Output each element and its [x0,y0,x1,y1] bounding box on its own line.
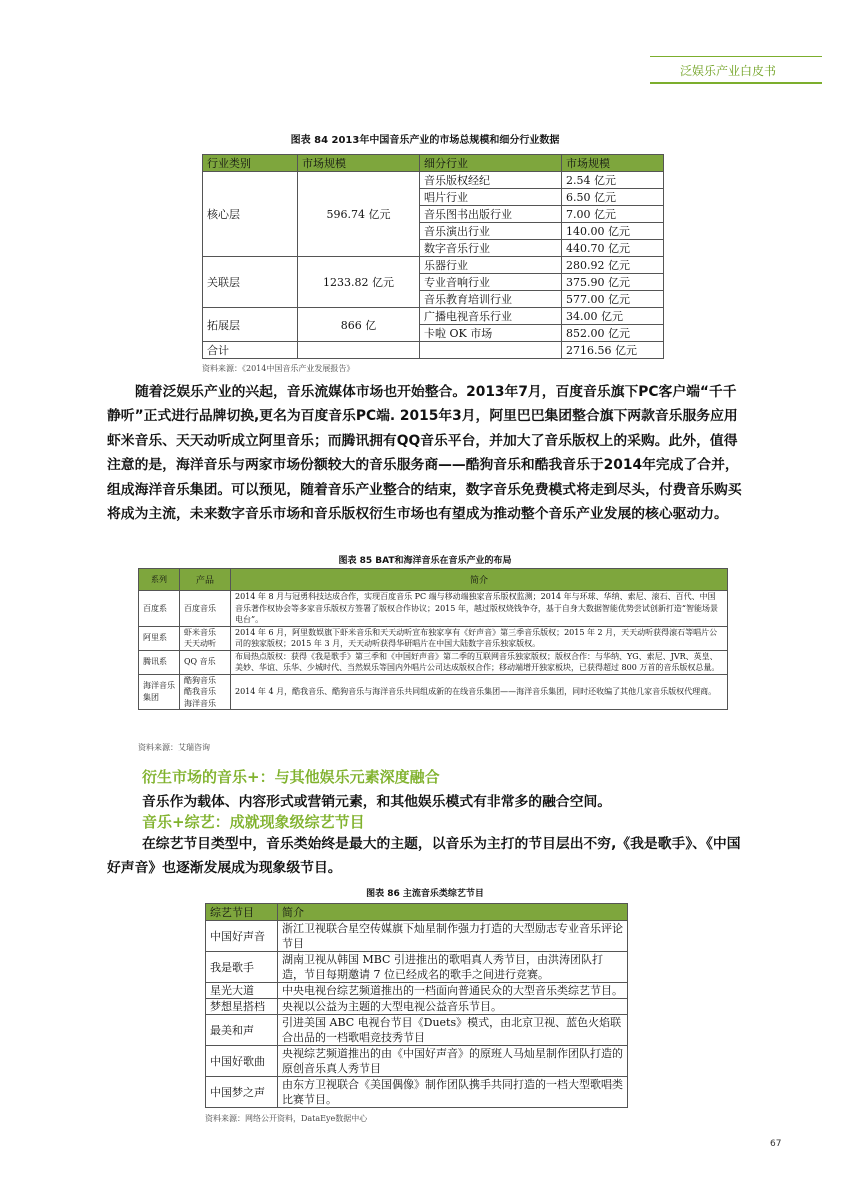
series-cell: 阿里系 [139,626,180,650]
header-title: 泛娱乐产业白皮书 [679,64,776,78]
program-intro-cell: 引进美国 ABC 电视台节目《Duets》模式，由北京卫视、蓝色火焰联合出品的一档歌唱竞技秀节目 [278,1015,628,1046]
table-header-cell: 行业类别 [203,155,298,172]
sub-industry-cell: 音乐图书出版行业 [420,206,562,223]
category-cell: 拓展层 [203,308,298,342]
sub-industry-cell: 卡啦 OK 市场 [420,325,562,342]
table-row [139,650,728,674]
product-cell: QQ 音乐 [180,650,231,674]
size-cell: 866 亿 [298,308,420,342]
sub-size-cell: 6.50 亿元 [562,189,664,206]
intro-cell: 2014 年 6 月，阿里数娱旗下虾米音乐和天天动听宣布独家享有《好声音》第三季音乐版权；2015 年 2 月，天天动听获得滚石等唱片公司的独家版权；2015 年 3 月，天天动听获得华研唱片在中国大陆数字音乐独家版权。 [231,626,728,650]
table-header-cell: 系列 [139,569,180,591]
total-label-cell: 合计 [203,342,298,359]
fig86-caption: 图表 86 主流音乐类综艺节目 [366,889,484,899]
table-row [203,308,664,325]
body-paragraph-1: 随着泛娱乐产业的兴起，音乐流媒体市场也开始整合。2013年7月，百度音乐旗下PC客户端“千千静听”正式进行品牌切换,更名为百度音乐PC端. 2015年3月，阿里巴巴集团整合旗下两款音乐服务应用虾米音乐、天天动听成立阿里音乐；而腾讯拥有QQ音乐平台，并加大了音乐版权上的采购。此外，值得注意的是，海洋音乐与两家市场份额较大的音乐服务商——酷狗音乐和酷我音乐于2014年完成了合并，组成海洋音乐集团。可以预见，随着音乐产业整合的结束，数字音乐免费模式将走到尽头，付费音乐购买将成为主流，未来数字音乐市场和音乐版权衍生市场也有望成为推动整个音乐产业发展的核心驱动力。 [107,384,742,523]
program-cell: 中国好声音 [206,921,278,952]
sub-industry-cell: 广播电视音乐行业 [420,308,562,325]
sub-industry-cell: 专业音响行业 [420,274,562,291]
sub-size-cell: 280.92 亿元 [562,257,664,274]
header-rule-top [650,56,822,57]
size-cell: 1233.82 亿元 [298,257,420,308]
category-cell: 关联层 [203,257,298,308]
program-cell: 中国好歌曲 [206,1046,278,1077]
total-value-cell: 2716.56 亿元 [562,342,664,359]
table-row [206,921,628,952]
table-row [139,674,728,710]
table-header-cell: 市场规模 [562,155,664,172]
table-header-row [206,904,628,921]
table-header-cell: 细分行业 [420,155,562,172]
intro-cell: 2014 年 4 月，酷我音乐、酷狗音乐与海洋音乐共同组成新的在线音乐集团——海洋音乐集团，同时还收编了其他几家音乐版权代理商。 [231,674,728,710]
series-cell: 海洋音乐集团 [139,674,180,710]
table-row [139,626,728,650]
sub-size-cell: 852.00 亿元 [562,325,664,342]
program-intro-cell: 中央电视台综艺频道推出的一档面向普通民众的大型音乐类综艺节目。 [278,983,628,999]
table-row [206,999,628,1015]
fig86-source: 资料来源：网络公开资料，DataEye数据中心 [205,1114,368,1123]
section-heading-2: 音乐+综艺：成就现象级综艺节目 [142,813,365,831]
series-cell: 百度系 [139,591,180,627]
program-cell: 最美和声 [206,1015,278,1046]
program-cell: 梦想星搭档 [206,999,278,1015]
program-intro-cell: 央视综艺频道推出的由《中国好声音》的原班人马灿星制作团队打造的原创音乐真人秀节目 [278,1046,628,1077]
table-row [206,983,628,999]
sub-industry-cell: 音乐教育培训行业 [420,291,562,308]
table-row [206,1015,628,1046]
fig84-table [202,154,664,359]
table-header-cell: 简介 [231,569,728,591]
product-cell: 虾米音乐 天天动听 [180,626,231,650]
sub-size-cell: 375.90 亿元 [562,274,664,291]
sub-size-cell: 140.00 亿元 [562,223,664,240]
header-rule-bottom [650,82,822,84]
intro-cell: 布局热点版权：获得《我是歌手》第三季和《中国好声音》第二季的互联网音乐独家版权；版权合作：与华纳、YG、索尼、JVR、英皇、美妙、华谊、乐华、少城时代、当然娱乐等国内外唱片公司达成版权合作；移动端增开独家板块，已获得超过 800 万首的音乐版权总量。 [231,650,728,674]
fig86-table [205,903,628,1108]
table-row [139,591,728,627]
program-cell: 中国梦之声 [206,1077,278,1108]
fig85-table [138,568,728,710]
sub-size-cell: 440.70 亿元 [562,240,664,257]
table-row [203,172,664,189]
size-cell: 596.74 亿元 [298,172,420,257]
table-header-row [139,569,728,591]
empty-cell [420,342,562,359]
table-row [203,257,664,274]
fig84-caption: 图表 84 2013年中国音乐产业的市场总规模和细分行业数据 [290,135,560,146]
intro-cell: 2014 年 8 月与冠勇科技达成合作，实现百度音乐 PC 端与移动端独家音乐版权监测；2014 年与环球、华纳、索尼、滚石、百代、中国音乐著作权协会等多家音乐版权方签署了版权合作协议；2015 年，越过版权烧钱争夺，基于自身大数据智能优势尝试创新打造“智能场景电台”。 [231,591,728,627]
table-row [203,342,664,359]
sub-industry-cell: 数字音乐行业 [420,240,562,257]
body-paragraph-2: 在综艺节目类型中，音乐类始终是最大的主题，以音乐为主打的节目层出不穷,《我是歌手》、《中国好声音》也逐渐发展成为现象级节目。 [107,836,741,877]
program-intro-cell: 央视以公益为主题的大型电视公益音乐节目。 [278,999,628,1015]
table-header-cell: 产品 [180,569,231,591]
table-row [206,1077,628,1108]
table-header-cell: 市场规模 [298,155,420,172]
empty-cell [298,342,420,359]
page-number: 67 [770,1139,782,1149]
sub-size-cell: 7.00 亿元 [562,206,664,223]
fig84-source: 资料来源：《2014中国音乐产业发展报告》 [202,364,355,373]
program-cell: 我是歌手 [206,952,278,983]
product-cell: 酷狗音乐 酷我音乐 海洋音乐 [180,674,231,710]
sub-size-cell: 34.00 亿元 [562,308,664,325]
fig85-source: 资料来源：艾瑞咨询 [138,743,210,752]
sub-industry-cell: 唱片行业 [420,189,562,206]
sub-industry-cell: 音乐演出行业 [420,223,562,240]
sub-industry-cell: 乐器行业 [420,257,562,274]
body-line-1: 音乐作为载体、内容形式或营销元素，和其他娱乐模式有非常多的融合空间。 [142,794,612,810]
fig85-caption: 图表 85 BAT和海洋音乐在音乐产业的布局 [338,556,512,566]
product-cell: 百度音乐 [180,591,231,627]
sub-size-cell: 577.00 亿元 [562,291,664,308]
sub-size-cell: 2.54 亿元 [562,172,664,189]
program-intro-cell: 湖南卫视从韩国 MBC 引进推出的歌唱真人秀节目，由洪涛团队打造，节目每期邀请 7 位已经成名的歌手之间进行竞赛。 [278,952,628,983]
category-cell: 核心层 [203,172,298,257]
table-row [206,952,628,983]
program-intro-cell: 浙江卫视联合星空传媒旗下灿星制作强力打造的大型励志专业音乐评论节目 [278,921,628,952]
program-intro-cell: 由东方卫视联合《美国偶像》制作团队携手共同打造的一档大型歌唱类比赛节目。 [278,1077,628,1108]
table-row [206,1046,628,1077]
table-header-row [203,155,664,172]
section-heading-1: 衍生市场的音乐+：与其他娱乐元素深度融合 [142,768,440,786]
table-header-cell: 简介 [278,904,628,921]
table-header-cell: 综艺节目 [206,904,278,921]
series-cell: 腾讯系 [139,650,180,674]
sub-industry-cell: 音乐版权经纪 [420,172,562,189]
program-cell: 星光大道 [206,983,278,999]
